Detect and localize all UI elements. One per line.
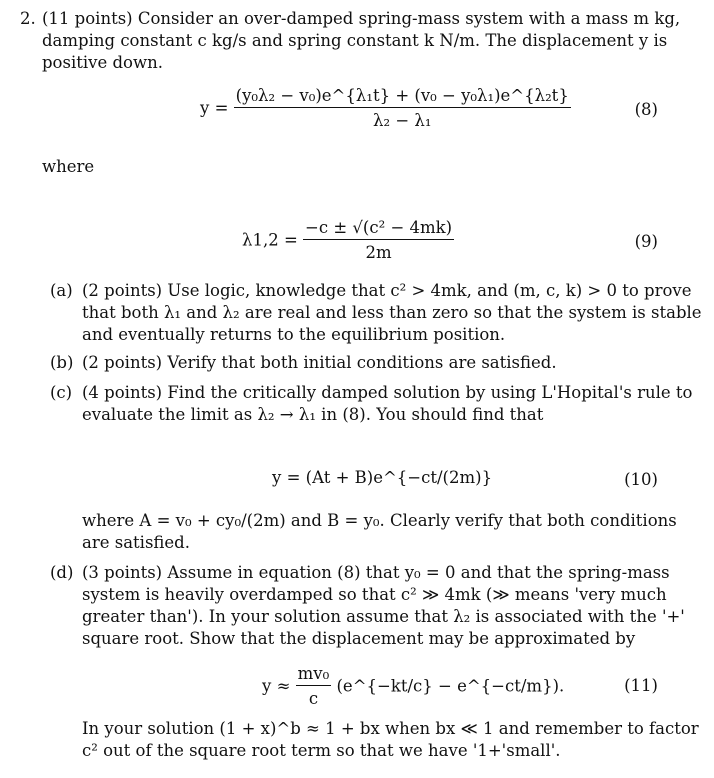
part-a-line-1: (2 points) Use logic, knowledge that c² > 4mk, and (m, c, k) > 0 to prove xyxy=(82,281,692,300)
intro-line-2: damping constant c kg/s and spring constant k N/m. The displacement y is xyxy=(42,31,668,50)
eq10-number: (10) xyxy=(624,470,658,489)
eq11-frac-num: mv₀ xyxy=(297,664,330,683)
eq9-lhs: λ1,2 = xyxy=(242,230,298,250)
part-d-line-1: (3 points) Assume in equation (8) that y₀ = 0 and that the spring-mass xyxy=(82,563,670,582)
eq9-number: (9) xyxy=(634,232,658,251)
eq8-number: (8) xyxy=(634,100,658,119)
part-b-line-1: (2 points) Verify that both initial conditions are satisfied. xyxy=(82,353,557,372)
part-c-line-2: evaluate the limit as λ₂ → λ₁ in (8). You should find that xyxy=(82,405,544,424)
part-d-after-2: c² out of the square root term so that we have '1+'small'. xyxy=(82,741,561,760)
part-d-label: (d) xyxy=(50,563,74,582)
part-c-line-1: (4 points) Find the critically damped solution by using L'Hopital's rule to xyxy=(82,383,693,402)
part-c-after-2: are satisfied. xyxy=(82,533,190,552)
part-a-line-2: that both λ₁ and λ₂ are real and less than zero so that the system is stable xyxy=(82,303,702,322)
part-b-label: (b) xyxy=(50,353,74,372)
part-d-line-3: greater than'). In your solution assume that λ₂ is associated with the '+' xyxy=(82,607,685,626)
where-label: where xyxy=(42,157,95,176)
part-d-line-4: square root. Show that the displacement may be approximated by xyxy=(82,629,636,648)
part-d-after-1: In your solution (1 + x)^b ≈ 1 + bx when bx ≪ 1 and remember to factor xyxy=(82,719,699,738)
equation-9 xyxy=(242,218,454,262)
part-d-line-2: system is heavily overdamped so that c² ≫ 4mk (≫ means 'very much xyxy=(82,585,667,604)
eq8-denominator: λ₂ − λ₁ xyxy=(234,107,571,130)
eq11-lhs: y ≈ xyxy=(262,676,291,696)
intro-line-1: (11 points) Consider an over-damped spring-mass system with a mass m kg, xyxy=(42,9,681,28)
eq11-rest: (e^{−kt/c} − e^{−ct/m}). xyxy=(336,676,565,696)
equation-8 xyxy=(200,86,571,130)
part-c-label: (c) xyxy=(50,383,73,402)
part-a-label: (a) xyxy=(50,281,73,300)
part-a-line-3: and eventually returns to the equilibrium position. xyxy=(82,325,506,344)
part-c-after-1: where A = v₀ + cy₀/(2m) and B = y₀. Clearly verify that both conditions xyxy=(82,511,677,530)
intro-line-3: positive down. xyxy=(42,53,163,72)
eq11-number: (11) xyxy=(624,676,658,695)
eq8-numerator: (y₀λ₂ − v₀)e^{λ₁t} + (v₀ − y₀λ₁)e^{λ₂t} xyxy=(235,86,569,105)
question-number: 2. xyxy=(20,9,36,28)
equation-11 xyxy=(262,664,564,708)
eq9-denominator: 2m xyxy=(303,239,454,262)
equation-10: y = (At + B)e^{−ct/(2m)} xyxy=(272,468,493,487)
eq11-frac-den: c xyxy=(296,685,332,708)
eq8-lhs: y = xyxy=(200,98,229,118)
eq9-numerator: −c ± √(c² − 4mk) xyxy=(305,218,453,237)
